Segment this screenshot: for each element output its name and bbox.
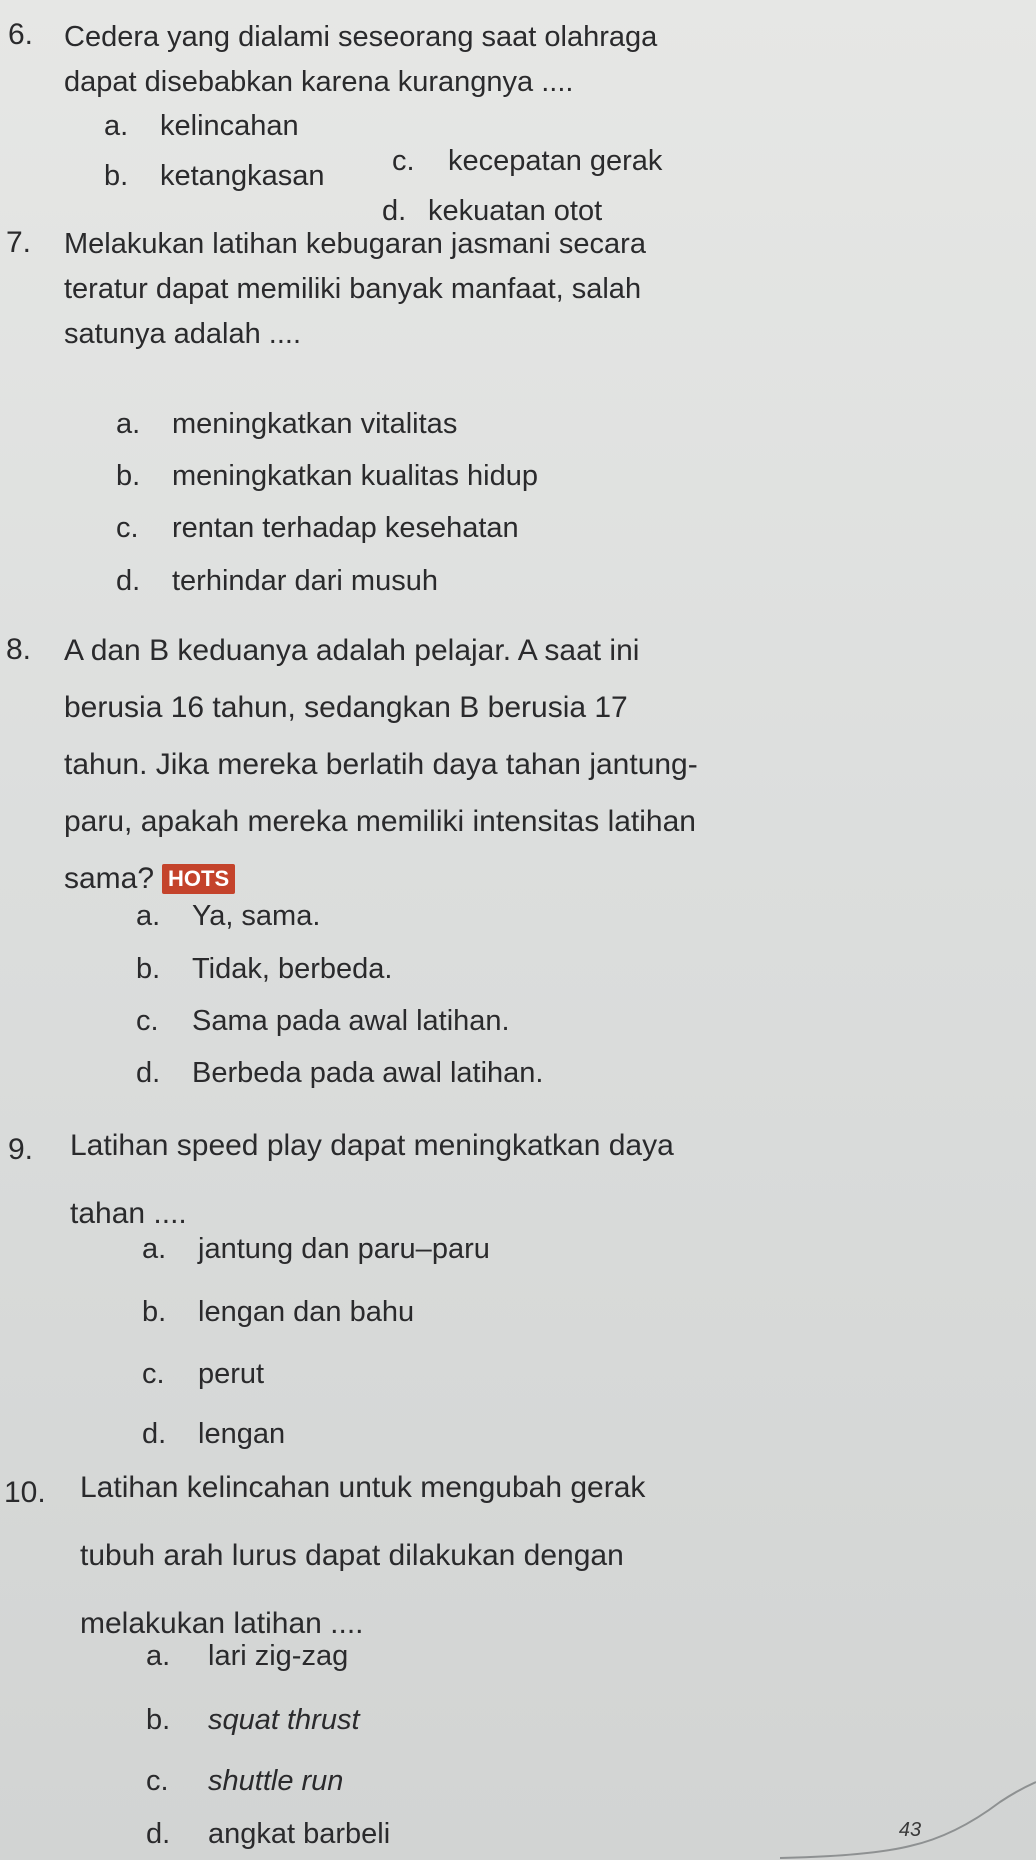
option-b (116, 460, 538, 493)
option-text: perut (198, 1358, 265, 1390)
option-text: kekuatan otot (428, 195, 603, 227)
option-b (142, 1296, 414, 1329)
option-text: rentan terhadap kesehatan (172, 512, 519, 544)
option-a (146, 1640, 348, 1673)
option-text: Berbeda pada awal latihan. (192, 1057, 544, 1089)
option-d (136, 1057, 543, 1090)
question-stem (64, 222, 646, 357)
option-b (104, 160, 324, 193)
option-letter: a. (142, 1233, 167, 1265)
option-letter: d. (136, 1057, 161, 1089)
option-text: Tidak, berbeda. (192, 953, 393, 985)
option-letter: b. (142, 1296, 167, 1328)
stem-line: tubuh arah lurus dapat dilakukan dengan (80, 1539, 624, 1572)
option-d (146, 1818, 390, 1851)
option-c (146, 1765, 343, 1798)
option-text: shuttle run (208, 1765, 344, 1797)
option-text: jantung dan paru–paru (198, 1233, 490, 1265)
question-number: 6. (8, 18, 34, 51)
question-stem (70, 1112, 674, 1248)
stem-line: berusia 16 tahun, sedangkan B berusia 17 (64, 691, 628, 724)
option-text: lengan (198, 1418, 286, 1450)
question-number: 9. (8, 1133, 34, 1166)
page-number: 43 (898, 1819, 922, 1841)
option-letter: a. (104, 110, 129, 142)
stem-line: tahun. Jika mereka berlatih daya tahan jantung- (64, 748, 698, 781)
option-letter: c. (136, 1005, 159, 1037)
question-number: 7. (6, 226, 32, 259)
option-a (136, 900, 320, 933)
option-letter: b. (104, 160, 129, 192)
option-c (136, 1005, 510, 1038)
option-letter: c. (146, 1765, 169, 1797)
option-text: ketangkasan (160, 160, 325, 192)
option-text: meningkatkan kualitas hidup (172, 460, 538, 492)
option-letter: a. (116, 408, 141, 440)
option-letter: c. (116, 512, 139, 544)
stem-line: Latihan speed play dapat meningkatkan daya (70, 1129, 674, 1162)
option-text: lari zig-zag (208, 1640, 349, 1672)
stem-line-text: sama? (64, 862, 155, 895)
option-letter: d. (116, 565, 141, 597)
option-text: meningkatkan vitalitas (172, 408, 458, 440)
stem-line: A dan B keduanya adalah pelajar. A saat ini (64, 634, 640, 667)
option-text: terhindar dari musuh (172, 565, 438, 597)
stem-line (64, 850, 698, 907)
stem-line: Latihan kelincahan untuk mengubah gerak (80, 1471, 646, 1504)
stem-line: melakukan latihan .... (80, 1607, 364, 1640)
stem-line: tahan .... (70, 1197, 187, 1230)
option-c (392, 145, 662, 178)
option-b (136, 953, 392, 986)
question-number: 10. (4, 1476, 46, 1509)
question-number: 8. (6, 633, 32, 666)
option-text: squat thrust (208, 1704, 360, 1736)
option-letter: b. (146, 1704, 171, 1736)
option-d (116, 565, 438, 598)
option-letter: c. (392, 145, 415, 177)
stem-line: Cedera yang dialami seseorang saat olahraga (64, 21, 658, 53)
option-c (116, 512, 519, 545)
stem-line: Melakukan latihan kebugaran jasmani secara (64, 228, 646, 260)
option-text: Ya, sama. (192, 900, 321, 932)
question-stem (64, 15, 657, 105)
option-letter: d. (382, 195, 407, 227)
option-c (142, 1358, 264, 1391)
option-text: kelincahan (160, 110, 299, 142)
option-letter: a. (136, 900, 161, 932)
option-letter: b. (116, 460, 141, 492)
option-letter: b. (136, 953, 161, 985)
stem-line: paru, apakah mereka memiliki intensitas latihan (64, 805, 696, 838)
option-letter: c. (142, 1358, 165, 1390)
stem-line: dapat disebabkan karena kurangnya .... (64, 66, 574, 98)
option-letter: d. (146, 1818, 171, 1850)
option-a (104, 110, 299, 143)
option-b (146, 1704, 360, 1737)
option-letter: a. (146, 1640, 171, 1672)
option-d (142, 1418, 285, 1451)
option-letter: d. (142, 1418, 167, 1450)
option-a (142, 1233, 490, 1266)
option-text: kecepatan gerak (448, 145, 663, 177)
option-text: lengan dan bahu (198, 1296, 415, 1328)
option-text: Sama pada awal latihan. (192, 1005, 510, 1037)
stem-line: teratur dapat memiliki banyak manfaat, salah (64, 273, 642, 305)
option-a (116, 408, 457, 441)
question-stem (80, 1454, 645, 1658)
hots-badge: HOTS (162, 864, 235, 894)
question-stem (64, 622, 698, 907)
option-text: angkat barbeli (208, 1818, 391, 1850)
stem-line: satunya adalah .... (64, 318, 301, 350)
